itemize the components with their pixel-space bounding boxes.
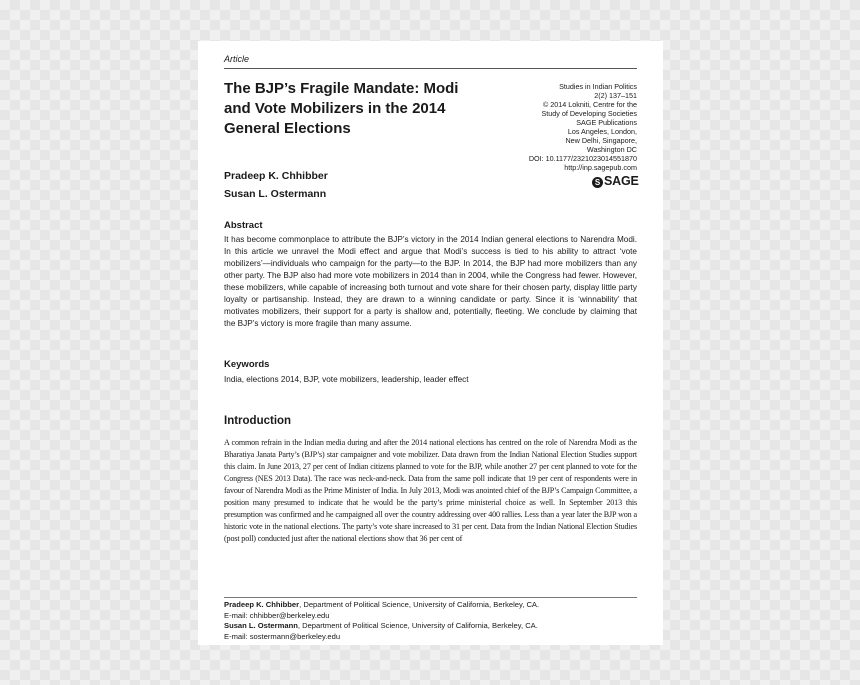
article-page [198,41,663,645]
affiliations [224,600,539,642]
journal-url[interactable]: http://inp.sagepub.com [564,163,637,172]
author-list [224,167,328,203]
publisher-cities: Washington DC [586,145,637,154]
affiliation-email[interactable]: E-mail: sostermann@berkeley.edu [224,631,341,641]
introduction-text: A common refrain in the Indian media during and after the 2014 national elections has centred on the role of Narendra Modi as the Bharatiya Janata Party’s (BJP’s) star campaigner and vote mobilizer. Data drawn from the Indian National Election Studies support this claim. In June 2013, 27 per cent of Indian citizens planned to vote for the BJP, while another 27 per cent planned to vote for the Congress (NES 2013 Data). The race was neck-and-neck. Data from the same poll indicate that 19 per cent of respondents were in favour of Narendra Modi as the Prime Minister of India. In July 2013, Modi was anointed chief of the BJP’s Campaign Committee, a position many presumed to indicate that he would be the party’s prime ministerial choice as well. In September 2013 this presumption was confirmed and he campaigned all over the country addressing over 400 rallies. Less than a year later the BJP won a historic vote in the national elections. The party’s vote share increased to 31 per cent. Data from the Indian National Election Studies (post poll) conducted just after the national elections show that 36 per cent of [224,438,637,543]
abstract-text: It has become commonplace to attribute the BJP’s victory in the 2014 Indian general elections to Narendra Modi. In this article we unravel the Modi effect and argue that Modi’s success is tied to his ability to attract ‘vote mobilizers’—individuals who campaign for the party—to the BJP. In 2014, the BJP had more mobilizers than any other party. The BJP also had more vote mobilizers in 2014 than in 2004, while the Congress had fewer. However, these mobilizers, while capable of increasing both turnout and vote share for their chosen party, display little party loyalty or partisanship. Instead, they are drawn to a winning candidate or party. Since it is ‘winnability’ that motivates mobilizers, their support for a party is shallow and, potentially, fleeting. We conclude by claiming that the BJP’s victory is more fragile than many assume. [224,235,637,328]
title-line: and Vote Mobilizers in the 2014 [224,100,446,117]
author-name: Susan L. Ostermann [224,188,327,200]
article-title [224,79,514,139]
publication-info [488,82,637,172]
publisher: SAGE Publications [576,118,637,127]
copyright-holder: Study of Developing Societies [541,109,637,118]
journal-name: Studies in Indian Politics [559,82,637,91]
introduction-heading: Introduction [224,415,292,427]
author-name: Pradeep K. Chhibber [224,170,328,182]
header-rule [224,68,637,69]
title-line: General Elections [224,120,351,137]
affiliation-line [224,600,539,611]
article-label: Article [224,54,250,64]
doi: DOI: 10.1177/2321023014551870 [528,154,637,163]
affiliation-name: Susan L. Ostermann [224,621,298,630]
keywords-heading: Keywords [224,359,270,370]
sage-logo-text: SAGE [604,174,639,188]
affiliation-dept: , Department of Political Science, University of California, Berkeley, CA. [297,621,538,630]
copyright: © 2014 Lokniti, Centre for the [543,100,637,109]
affiliation-dept: , Department of Political Science, University of California, Berkeley, CA. [299,600,540,609]
abstract-heading: Abstract [224,220,263,231]
title-line: The BJP’s Fragile Mandate: Modi [224,80,459,97]
publisher-cities: Los Angeles, London, [567,127,637,136]
affiliation-name: Pradeep K. Chhibber [224,600,300,609]
publisher-cities: New Delhi, Singapore, [565,136,637,145]
affiliation-line [224,621,539,632]
sage-logo [592,174,639,188]
footnote-rule [224,597,637,598]
volume-issue: 2(2) 137–151 [594,91,637,100]
affiliation-email[interactable]: E-mail: chhibber@berkeley.edu [224,610,330,620]
sage-logo-icon: S [592,177,603,188]
keywords-text: India, elections 2014, BJP, vote mobilizers, leadership, leader effect [224,375,469,384]
